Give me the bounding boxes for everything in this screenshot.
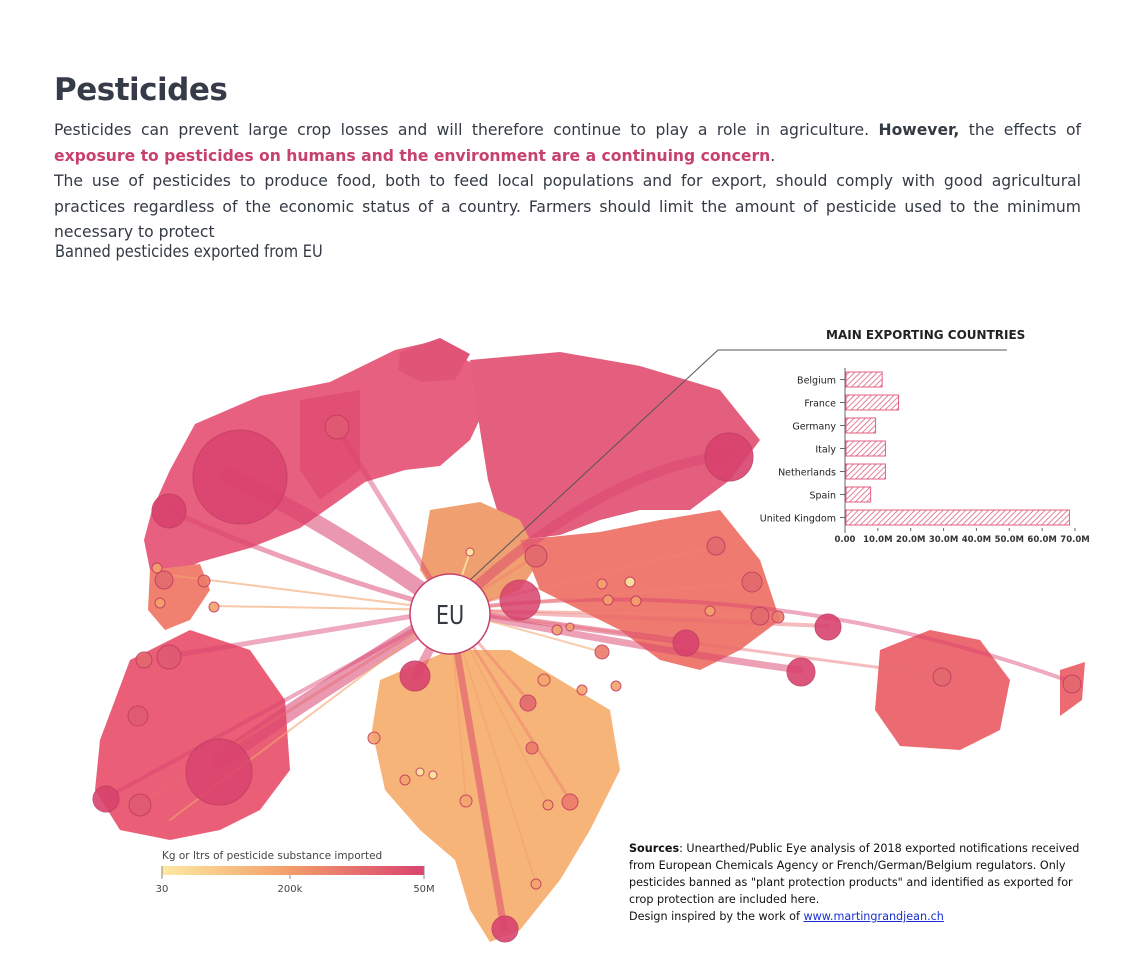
bubble-small (577, 685, 587, 695)
inset-chart-title: MAIN EXPORTING COUNTRIES (826, 328, 1026, 342)
bubble-small (538, 674, 550, 686)
color-legend (150, 862, 450, 902)
bubble-pakistan (595, 645, 609, 659)
x-tick-label: 10.0M (863, 535, 893, 545)
exporting-countries-bar-chart (740, 362, 1100, 562)
bubble-brazil (186, 739, 252, 805)
bubble-new-zealand (1063, 675, 1081, 693)
bubble-small (611, 681, 621, 691)
bubble-small (625, 577, 635, 587)
x-tick-label: 0.00 (834, 535, 856, 545)
bubble-caribbean (155, 571, 173, 589)
bar (846, 372, 882, 387)
bubble-small (531, 879, 541, 889)
bubble-colombia (136, 652, 152, 668)
bubble-usa (193, 430, 287, 524)
bubble-small (460, 795, 472, 807)
credit-link[interactable]: www.martingrandjean.ch (803, 910, 944, 923)
bubble-turkey (525, 545, 547, 567)
bubble-indonesia (787, 658, 815, 686)
bubble-ukraine (500, 580, 540, 620)
bar-label: Belgium (797, 375, 836, 387)
sources-note: Sources: Unearthed/Public Eye analysis of 2018 exported notifications received from European Chemicals Agency or French/German/Belgium regulators. Only pesticides banned as "plant protection products" and identified as exported for crop protection are included here. Design inspired by the work of www.martingrandjean.ch (629, 842, 1080, 923)
x-tick-label: 20.0M (895, 535, 926, 545)
x-tick-label: 50.0M (994, 535, 1025, 545)
bubble-small (631, 596, 641, 606)
bubble-small (416, 768, 424, 776)
bubble-small (368, 732, 380, 744)
australia-land (875, 630, 1010, 750)
bar (846, 441, 885, 456)
eu-hub-label: EU (435, 599, 465, 631)
bubble-small (152, 563, 162, 573)
bubble-mexico (157, 645, 181, 669)
bubble-south-africa (492, 916, 518, 942)
bar (846, 487, 871, 502)
intro-paragraph-2: The use of pesticides to produce food, both to feed local populations and for export, should comply with good agricultural practices regardless of the economic status of a country. Farmers should limit the amount of pesticide used to the minimum necessary to protect (54, 172, 1081, 241)
bar-label: France (804, 398, 836, 410)
bar-label: Spain (809, 490, 836, 502)
bubble-small (603, 595, 613, 605)
legend-title: Kg or ltrs of pesticide substance imported (162, 850, 383, 862)
bubble-vietnam (815, 614, 841, 640)
intro-text (54, 118, 1081, 246)
bubble-india (673, 630, 699, 656)
bubble-china (707, 537, 725, 555)
bubble-egypt (520, 695, 536, 711)
bar-label: Netherlands (778, 467, 836, 479)
bubble-ethiopia (597, 579, 607, 589)
bar (846, 464, 885, 479)
bar (846, 395, 899, 410)
bubble-kenya (562, 794, 578, 810)
bubble-small (400, 775, 410, 785)
bubble-small (705, 606, 715, 616)
bubble-canada (325, 415, 349, 439)
bar (846, 510, 1069, 525)
page-title: Pesticides (54, 72, 228, 108)
bubble-chile (93, 786, 119, 812)
bubble-sudan (526, 742, 538, 754)
chart-subtitle: Banned pesticides exported from EU (55, 242, 323, 262)
intro-paragraph-1: Pesticides can prevent large crop losses and will therefore continue to play a role in agriculture. However, the effects of exposure to pesticides on humans and the environment are a continuing concern. (54, 121, 1081, 165)
bubble-small (552, 625, 562, 635)
bar-label: Italy (815, 444, 836, 456)
bubble-small (466, 548, 474, 556)
bubble-small (429, 771, 437, 779)
bubble-small (209, 602, 219, 612)
bubble-east-us (152, 494, 186, 528)
x-tick-label: 60.0M (1027, 535, 1057, 545)
legend-tick-low: 30 (155, 884, 169, 895)
bubble-morocco (400, 661, 430, 691)
exposure-link[interactable]: exposure to pesticides on humans and the environment are a continuing concern (54, 146, 771, 165)
bubble-thailand (751, 607, 769, 625)
bar-label: United Kingdom (759, 513, 836, 525)
x-tick-label: 30.0M (928, 535, 959, 545)
bubble-philippines (772, 611, 784, 623)
bubble-small (566, 623, 574, 631)
bubble-small (543, 800, 553, 810)
eu-hub[interactable] (410, 574, 490, 654)
x-tick-label: 40.0M (961, 535, 992, 545)
legend-gradient-bar (162, 866, 424, 875)
legend-tick-high: 50M (413, 884, 435, 895)
bubble-guatemala (198, 575, 210, 587)
bar (846, 418, 876, 433)
bubble-japan (742, 572, 762, 592)
bubble-australia (933, 668, 951, 686)
bubble-small (155, 598, 165, 608)
x-tick-label: 70.0M (1060, 535, 1090, 545)
bar-label: Germany (792, 421, 836, 433)
legend-tick-mid: 200k (277, 884, 303, 895)
bubble-argentina (129, 794, 151, 816)
bubble-peru (128, 706, 148, 726)
